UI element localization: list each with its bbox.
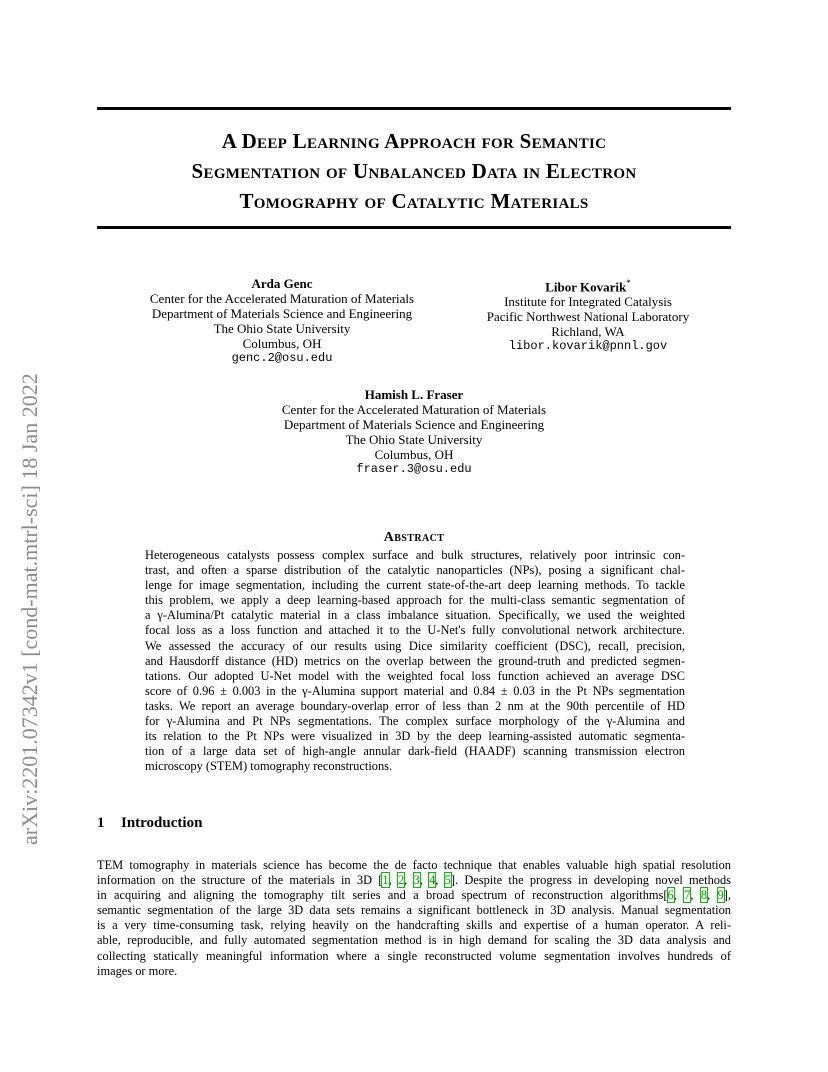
section-title: Introduction [121, 815, 203, 831]
citation-link[interactable]: 9 [717, 888, 724, 903]
abstract-line: focal loss as a loss function and attached it to the U-Net's fully convolutional network architecture. [145, 623, 685, 638]
author-affiliation: Richland, WA [551, 324, 625, 340]
body-line: able, reproducible, and fully automated segmentation method is in high demand for scaling the 3D data analysis and [97, 933, 731, 948]
author-name: Libor Kovarik* [545, 278, 631, 295]
author-block-kovarik [460, 276, 716, 354]
abstract-line: its relation to the Pt NPs were visualized in 3D by the deep learning-assisted automatic segmenta- [145, 729, 685, 744]
introduction-paragraph [97, 858, 731, 979]
paper-title [97, 126, 731, 216]
abstract-line: trast, and often a sparse distribution of the catalytic nanoparticles (NPs), posing a significant chal- [145, 563, 685, 578]
author-email[interactable]: libor.kovarik@pnnl.gov [508, 339, 668, 354]
author-name: Hamish L. Fraser [364, 387, 464, 402]
body-line: images or more. [97, 963, 178, 978]
title-line: A Deep Learning Approach for Semantic [221, 129, 607, 153]
citation-link[interactable]: 6 [667, 888, 674, 903]
title-top-rule [97, 107, 731, 110]
abstract-heading: Abstract [383, 530, 445, 545]
abstract-line: and Hausdorff distance (HD) metrics on the overlap between the ground-truth and predicted segmen- [145, 653, 685, 668]
author-email[interactable]: fraser.3@osu.edu [356, 462, 472, 476]
section-heading-introduction [97, 815, 202, 832]
abstract-line: tasks. We report an average boundary-overlap error of less than 2 nm at the 90th percentile of HD [145, 698, 685, 713]
abstract-line: We assessed the accuracy of our results using Dice similarity coefficient (DSC), recall, precision, [145, 638, 685, 653]
abstract-line: tion of a large data set of high-angle annular dark-field (HAADF) scanning transmission electron [145, 744, 685, 759]
abstract-line: lenge for image segmentation, including the current state-of-the-art deep learning methods. To tackle [145, 578, 685, 593]
title-line: Segmentation of Unbalanced Data in Electron [191, 159, 637, 183]
author-block-fraser [264, 387, 564, 477]
body-line: TEM tomography in materials science has become the de facto technique that enables valuable high spatial resolution [97, 858, 731, 872]
author-affiliation: The Ohio State University [213, 321, 351, 336]
abstract-body [145, 548, 685, 774]
author-affiliation: Department of Materials Science and Engineering [151, 306, 413, 321]
body-line: information on the structure of the materials in 3D [1, 2, 3, 4, 5]. Despite the progress in developing novel methods [97, 873, 732, 888]
abstract-line: microscopy (STEM) tomography reconstructions. [145, 759, 393, 774]
author-affiliation: Columbus, OH [242, 336, 322, 351]
citation-link[interactable]: 8 [700, 888, 708, 903]
corresponding-author-marker: * [626, 278, 631, 288]
author-affiliation: The Ohio State University [345, 432, 483, 447]
body-line: in acquiring and aligning the tomography tilt series and a broad spectrum of reconstruction algorithms[6, 7, 8, 9], [97, 888, 732, 903]
title-bottom-rule [97, 226, 731, 229]
author-email[interactable]: genc.2@osu.edu [231, 351, 333, 365]
citation-link[interactable]: 4 [429, 873, 436, 888]
citation-link[interactable]: 5 [444, 873, 451, 888]
citation-link[interactable]: 2 [397, 873, 405, 888]
author-name: Arda Genc [251, 276, 313, 291]
author-affiliation: Center for the Accelerated Maturation of Materials [149, 291, 415, 306]
author-block-genc [134, 276, 430, 366]
body-line: is a very time-consuming task, relying heavily on the handcrafting skills and expertise of a human operator. A reli- [97, 918, 731, 933]
body-line: collecting statically meaningful information where a single reconstructed volume segmentation involves hundreds of [97, 948, 731, 963]
abstract-line: for γ-Alumina and Pt NPs segmentations. The complex surface morphology of the γ-Alumina and [145, 714, 685, 729]
author-affiliation: Institute for Integrated Catalysis [504, 294, 672, 310]
author-affiliation: Department of Materials Science and Engineering [283, 417, 545, 432]
title-line: Tomography of Catalytic Materials [239, 189, 589, 213]
abstract-line: tations. Our adopted U-Net model with the weighted focal loss function achieved an average DSC [145, 668, 685, 683]
citation-link[interactable]: 3 [413, 873, 420, 888]
section-number: 1 [97, 815, 105, 831]
citation-link[interactable]: 7 [684, 888, 691, 903]
abstract-line: a γ-Alumina/Pt catalytic material in a class imbalance situation. Specifically, we used the weighted [145, 608, 685, 623]
citation-link[interactable]: 1 [382, 873, 389, 888]
body-line: semantic segmentation of the large 3D data sets remains a significant bottleneck in 3D analysis. Manual segmentation [97, 903, 731, 918]
author-affiliation: Pacific Northwest National Laboratory [486, 309, 690, 325]
arxiv-identifier[interactable]: arXiv:2201.07342v1 [cond-mat.mtrl-sci] 18 Jan 2022 [17, 373, 42, 845]
author-affiliation: Columbus, OH [374, 447, 454, 462]
abstract-line: score of 0.96 ± 0.003 in the γ-Alumina support material and 0.84 ± 0.03 in the Pt NPs segmentation [145, 683, 685, 698]
author-affiliation: Center for the Accelerated Maturation of Materials [281, 402, 547, 417]
abstract-line: this problem, we apply a deep learning-based approach for the multi-class semantic segmentation of [145, 593, 685, 608]
abstract-line: Heterogeneous catalysts possess complex surface and bulk structures, relatively poor intrinsic con- [145, 548, 685, 562]
